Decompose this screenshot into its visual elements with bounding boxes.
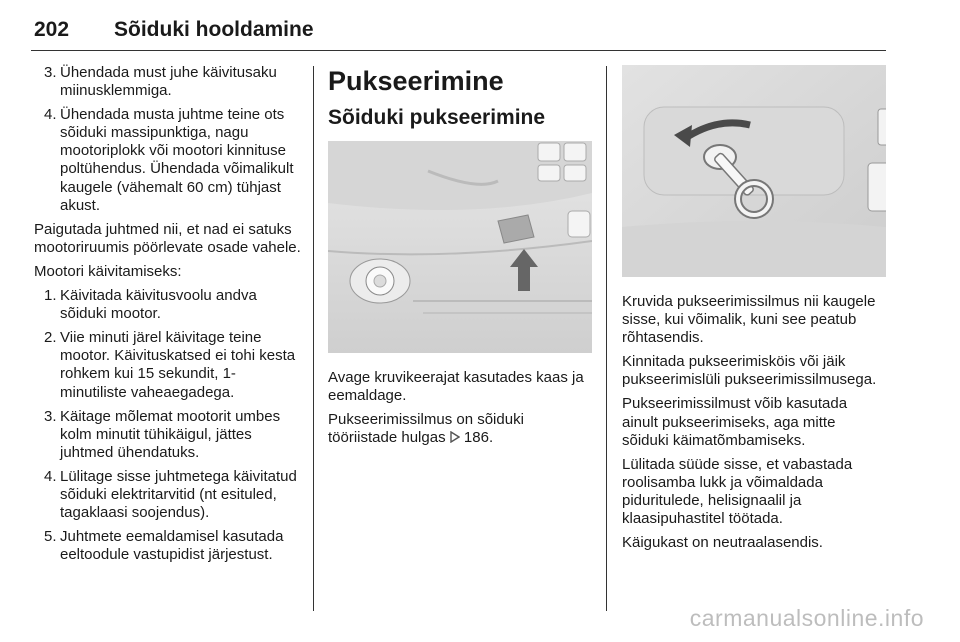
list-item-text: Juhtmete eemaldamisel kasutada eeltoodule vastupidist järjestust.	[60, 528, 284, 564]
right-column	[622, 64, 886, 558]
list-item-text: Viie minuti järel käivitage teine mootor. Käivituskatsed ei tohi kesta rohkem kui 15 sekundit, 1-minutiliste vaheaegadega.	[60, 329, 296, 401]
list-item	[34, 287, 302, 323]
paragraph: Avage kruvikeerajat kasutades kaas ja eemaldage.	[328, 369, 584, 405]
list-item-number: 2.	[44, 329, 57, 347]
middle-column	[328, 64, 594, 453]
ref-arrow-icon	[450, 431, 460, 443]
page-reference-link[interactable]: 186.	[463, 429, 494, 447]
towing-instructions	[328, 369, 594, 447]
list-item-number: 4.	[44, 467, 57, 485]
jumpstart-steps-list	[34, 64, 302, 215]
list-item	[34, 468, 302, 522]
list-item-text: Käivitada käivitusvoolu andva sõiduki mootor.	[60, 287, 257, 323]
list-item	[34, 528, 302, 564]
list-item-number: 3.	[44, 64, 57, 81]
paragraph: Mootori käivitamiseks:	[34, 262, 182, 280]
paragraph: Paigutada juhtmed nii, et nad ei satuks mootoriruumis pöörlevate osade vahele.	[34, 220, 301, 256]
left-column	[34, 64, 302, 570]
list-item-number: 3.	[44, 407, 57, 425]
column-divider-1	[313, 66, 314, 611]
column-divider-2	[606, 66, 607, 611]
list-item-text: Lülitage sisse juhtmetega käivitatud sõiduki elektritarvitid (nt esituled, tagaklaasi soojendus).	[60, 467, 297, 522]
paragraph: Pukseerimissilmust võib kasutada ainult pukseerimiseks, aga mitte sõiduki käimatõmbamiseks.	[622, 395, 848, 449]
watermark: carmanualsonline.info	[689, 605, 924, 631]
paragraph: Kinnitada pukseerimisköis või jäik pukseerimislüli pukseerimissilmusega.	[622, 353, 877, 389]
paragraph-text: Pukseerimissilmus on sõiduki tööriistade hulgas	[328, 411, 524, 447]
bumper-cover-illustration	[328, 141, 592, 353]
list-item	[34, 408, 302, 462]
paragraph: Käigukast on neutraalasendis.	[622, 534, 823, 552]
chapter-title: Sõiduki hooldamine	[114, 18, 314, 41]
section-heading: Pukseerimine	[328, 66, 504, 96]
list-item	[34, 329, 302, 401]
engine-start-steps-list	[34, 287, 302, 564]
paragraph: Lülitada süüde sisse, et vabastada roolisamba lukk ja võimaldada piduritulede, helisignaalil ja klaasipuhastitel töötada.	[622, 455, 853, 528]
header-rule	[31, 50, 886, 51]
section-subheading: Sõiduki pukseerimine	[328, 106, 546, 129]
paragraph: Kruvida pukseerimissilmus nii kaugele sisse, kui võimalik, kuni see peatub rõhtasendis.	[622, 293, 876, 347]
list-item-number: 1.	[44, 287, 57, 305]
paragraph	[328, 411, 594, 447]
list-item	[34, 106, 302, 215]
list-item	[34, 64, 302, 100]
tow-eye-illustration	[622, 65, 886, 277]
list-item-number: 4.	[44, 106, 57, 124]
page-number: 202	[34, 18, 70, 41]
list-item-text: Ühendada must juhe käivitusaku miinusklemmiga.	[60, 64, 277, 100]
list-item-number: 5.	[44, 528, 57, 546]
list-item-text: Käitage mõlemat mootorit umbes kolm minutit tühikäigul, jättes juhtmed ühendatuks.	[60, 407, 281, 461]
towing-steps	[622, 293, 886, 552]
list-item-text: Ühendada musta juhtme teine ots sõiduki massipunktiga, nagu mootoriplokk või mootori kinnituse poltühendus. Ühendada võimalikult kaugele (vähemalt 60 cm) tühjast akust.	[60, 106, 294, 214]
